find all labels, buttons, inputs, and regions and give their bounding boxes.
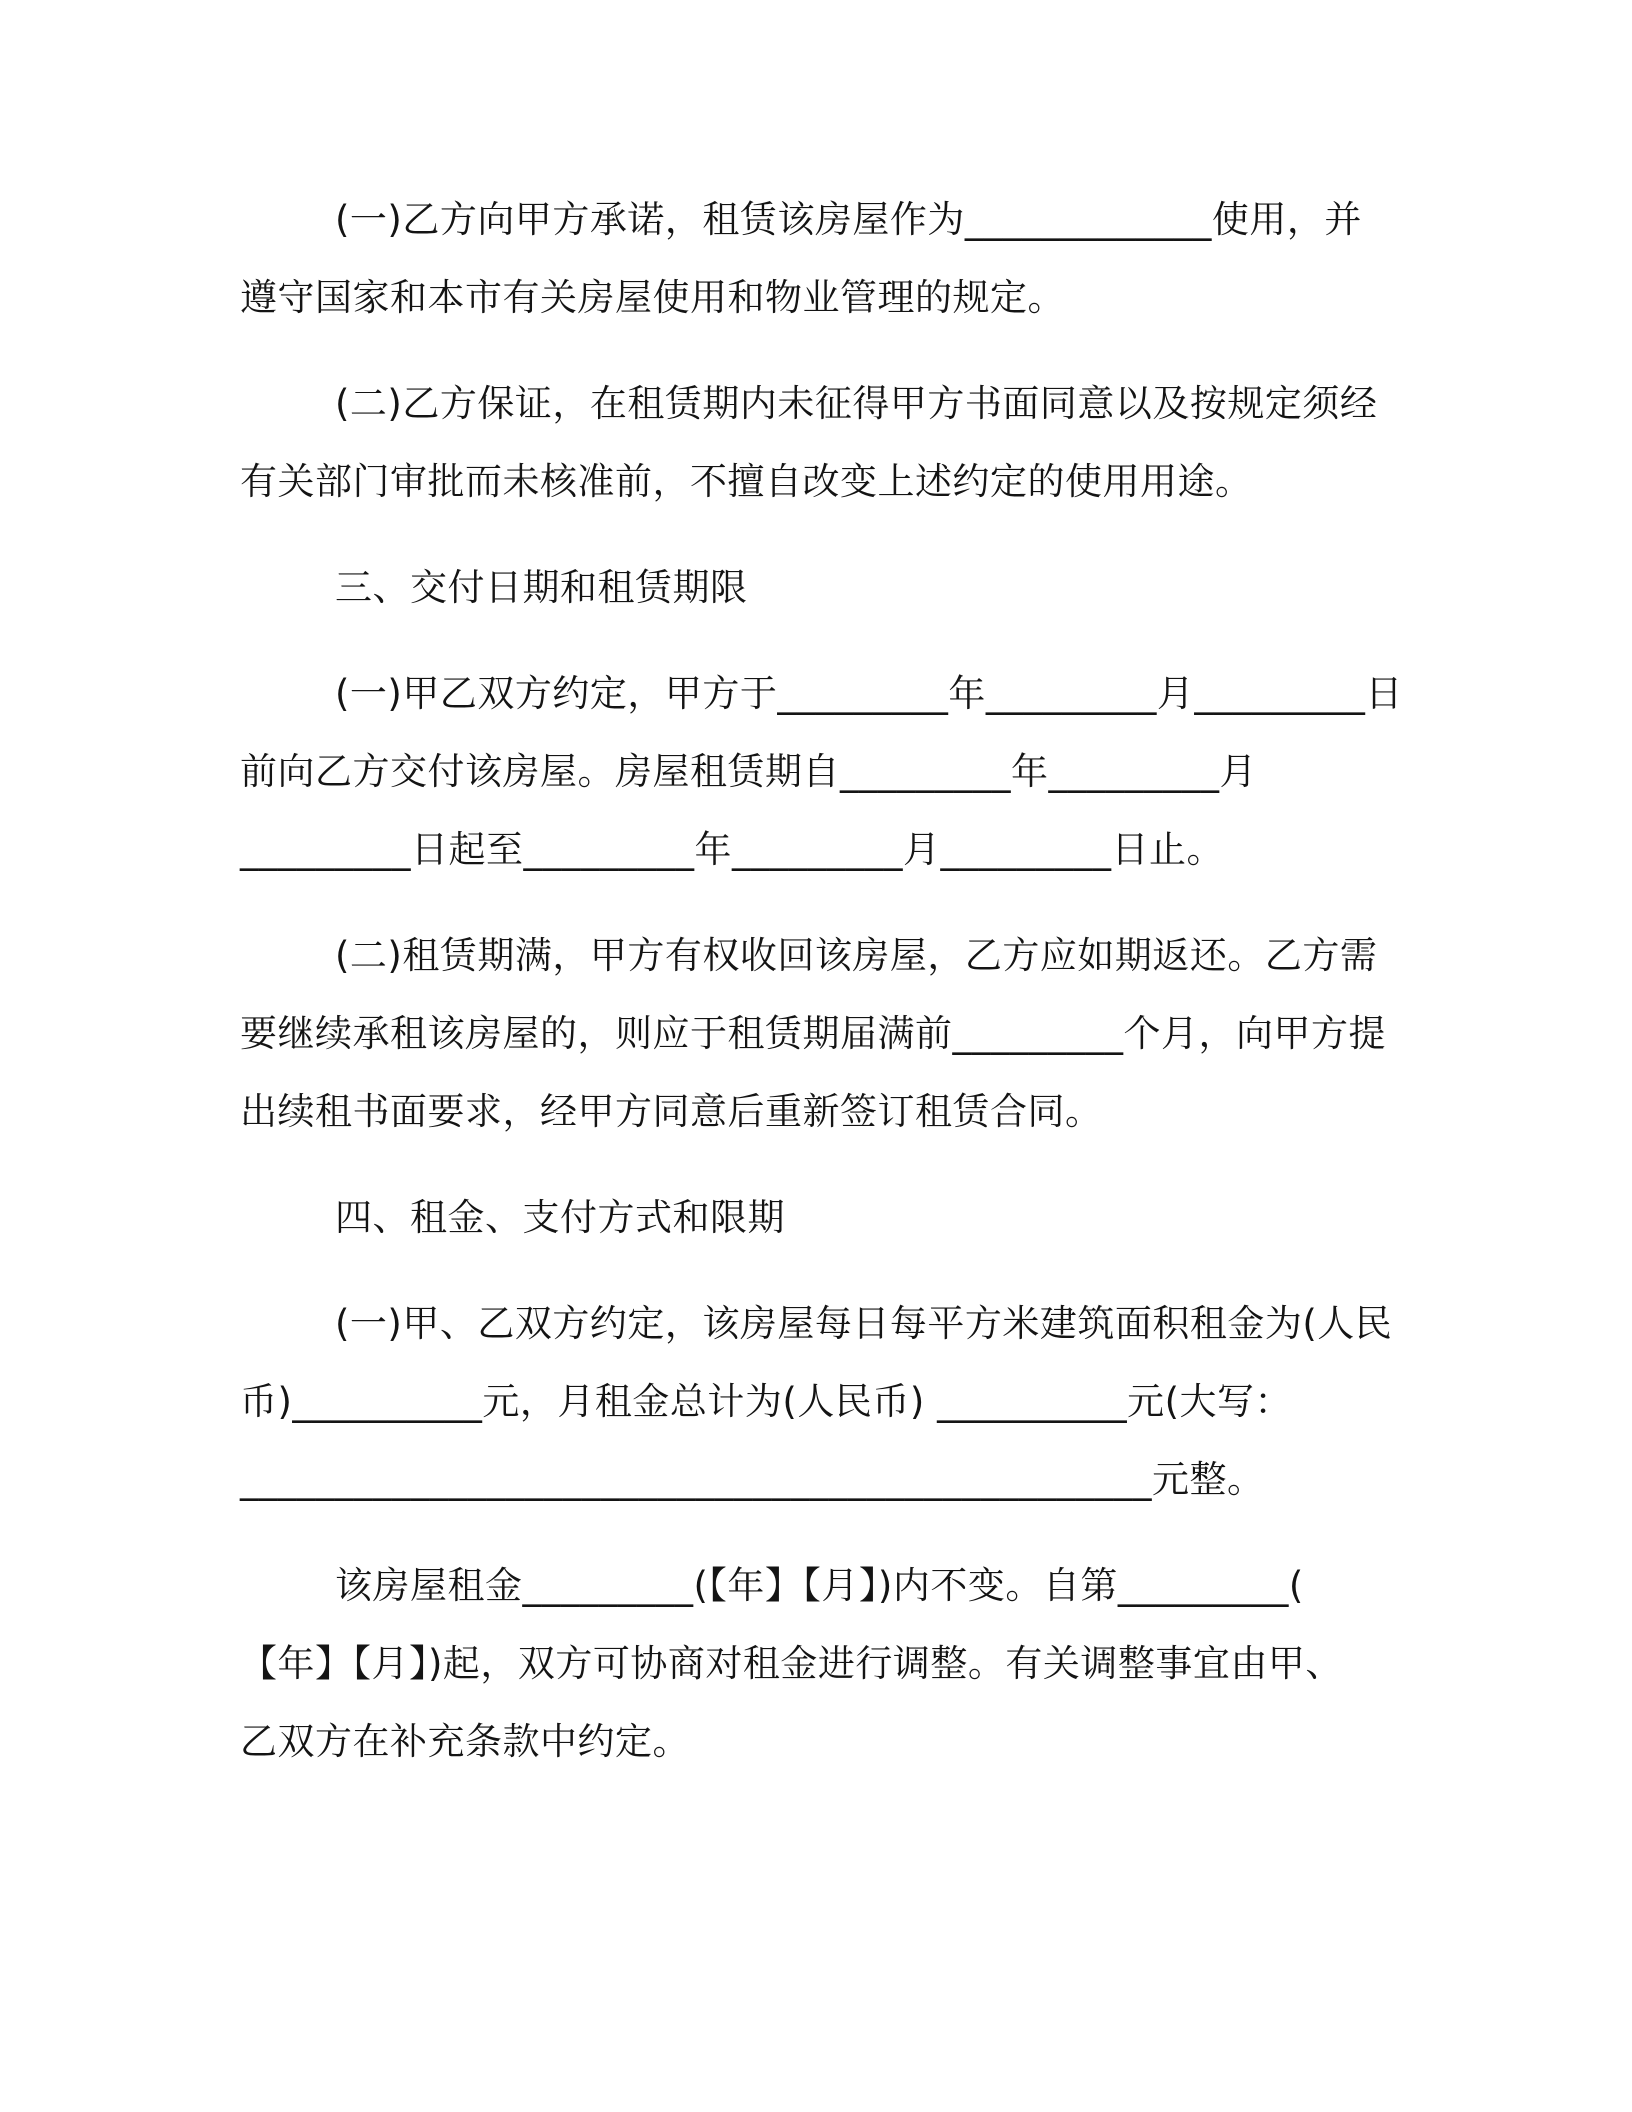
- text-line: 前向乙方交付该房屋。房屋租赁期自_________年_________月: [240, 750, 1257, 793]
- text-line: (一)乙方向甲方承诺，租赁该房屋作为_____________使用，并: [335, 198, 1362, 241]
- text-line: 币)__________元，月租金总计为(人民币) __________元(大写：: [240, 1380, 1293, 1423]
- text-line: 有关部门审批而未核准前，不擅自改变上述约定的使用用途。: [240, 460, 1253, 503]
- text-line: 乙双方在补充条款中约定。: [240, 1720, 690, 1763]
- text-line: (一)甲、乙双方约定，该房屋每日每平方米建筑面积租金为(人民: [335, 1302, 1393, 1345]
- text-line: (二)乙方保证，在租赁期内未征得甲方书面同意以及按规定须经: [335, 382, 1378, 425]
- text-line: 【年】【月】)起，双方可协商对租金进行调整。有关调整事宜由甲、: [240, 1642, 1343, 1685]
- section-heading: 四、租金、支付方式和限期: [335, 1196, 785, 1239]
- text-line: 要继续承租该房屋的，则应于租赁期届满前_________个月，向甲方提: [240, 1012, 1386, 1055]
- text-line: (二)租赁期满，甲方有权收回该房屋，乙方应如期返还。乙方需: [335, 934, 1378, 977]
- text-line: ________________________________________________元整。: [240, 1458, 1265, 1501]
- text-line: 出续租书面要求，经甲方同意后重新签订租赁合同。: [240, 1090, 1103, 1133]
- text-line: _________日起至_________年_________月_________日止。: [240, 828, 1224, 871]
- text-line: 遵守国家和本市有关房屋使用和物业管理的规定。: [240, 276, 1065, 319]
- text-line: (一)甲乙双方约定，甲方于_________年_________月_________日: [335, 672, 1403, 715]
- document-page: [240, 190, 1403, 1790]
- text-line: 该房屋租金_________(【年】【月】)内不变。自第_________(: [335, 1564, 1304, 1607]
- section-heading: 三、交付日期和租赁期限: [335, 566, 748, 609]
